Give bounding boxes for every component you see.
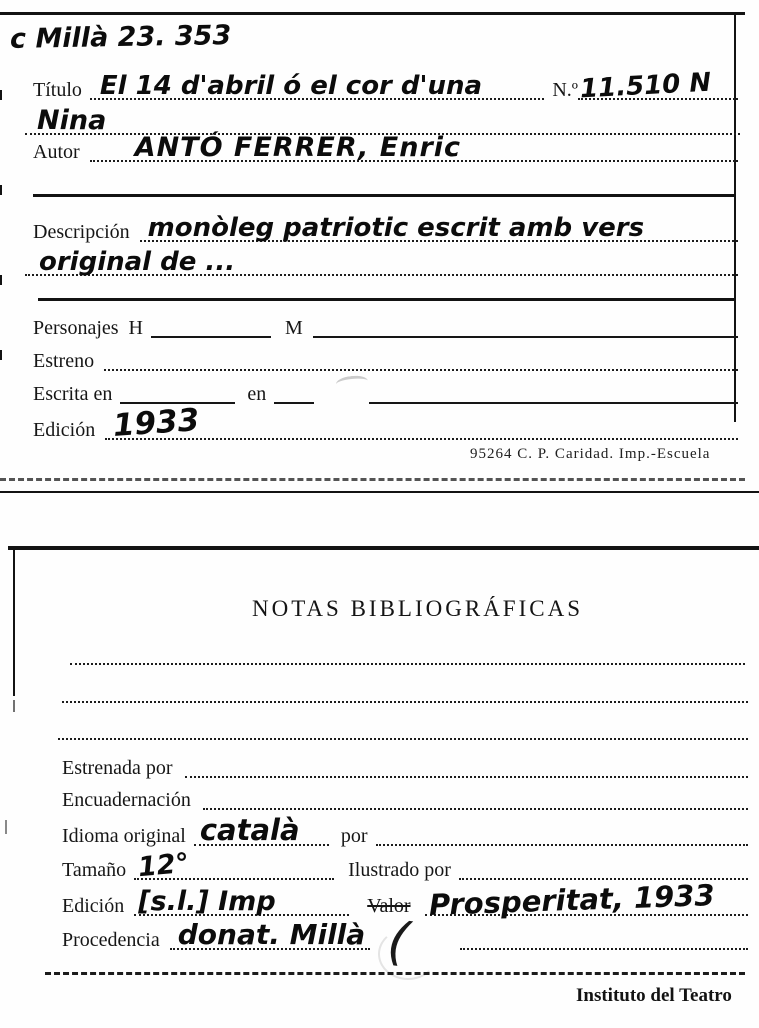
titulo-row — [33, 60, 738, 105]
titulo-handwriting-line2: Nina — [37, 105, 107, 136]
edicion2-value-line — [134, 886, 349, 917]
edicion-label: Edición — [33, 419, 96, 441]
scan-artifact — [0, 185, 2, 195]
numero-handwriting: 11.510 N — [579, 67, 712, 105]
card1-bottom-dashed — [0, 478, 745, 481]
personajes-m-label: M — [285, 317, 303, 339]
titulo-handwriting: El 14 d'abril ó el cor d'una — [99, 71, 483, 101]
notas-title: NOTAS BIBLIOGRÁFICAS — [252, 596, 583, 621]
personajes-h-label: H — [128, 317, 143, 339]
descripcion-line2 — [25, 247, 738, 277]
escrita-row — [33, 378, 738, 404]
card2-top-border — [8, 546, 759, 550]
instituto-footer: Instituto del Teatro — [576, 985, 732, 1006]
autor-row — [33, 122, 738, 162]
personajes-label: Personajes — [33, 317, 119, 339]
estreno-line — [104, 365, 738, 371]
edicion2-row — [62, 878, 748, 922]
descripcion-handwriting-line2: original de ... — [39, 247, 236, 277]
autor-line — [90, 132, 738, 163]
escrita-label: Escrita en — [33, 383, 113, 405]
autor-label: Autor — [33, 141, 80, 163]
classmark-handwriting: c Millà 23. 353 — [9, 20, 232, 55]
personajes-m-line — [313, 332, 738, 338]
edicion-handwriting: 1933 — [112, 402, 201, 444]
edicion-row — [33, 402, 738, 444]
estrenada-row — [62, 752, 748, 778]
valor-label-struck: Valor — [367, 895, 411, 917]
scan-artifact — [0, 90, 2, 100]
procedencia-value-line — [170, 918, 370, 951]
card2-left-border — [13, 546, 15, 696]
idioma-row — [62, 813, 748, 847]
scan-artifact — [13, 700, 15, 712]
numero-label: N.º — [552, 79, 578, 101]
estreno-label: Estreno — [33, 350, 95, 372]
estrenada-label: Estrenada por — [62, 757, 173, 779]
card1-bottom-border — [0, 491, 759, 493]
idioma-handwriting: català — [199, 813, 300, 847]
scan-artifact — [5, 820, 7, 834]
card1-top-border — [0, 12, 745, 15]
personajes-row — [33, 312, 738, 338]
ilustrado-label: Ilustrado por — [348, 859, 451, 881]
edicion2-handwriting: [s.l.] Imp — [138, 886, 276, 917]
autor-handwriting: ANTÓ FERRER, Enric — [134, 132, 462, 163]
descripcion-label: Descripción — [33, 221, 130, 243]
personajes-h-line — [151, 332, 271, 338]
pen-mark: ( — [383, 910, 413, 974]
note-line-3 — [58, 720, 748, 740]
scan-artifact — [0, 350, 2, 360]
valor-handwriting: Prosperitat, 1933 — [428, 878, 715, 922]
descripcion-row2 — [25, 240, 738, 276]
divider-line — [33, 194, 735, 197]
note-rule — [58, 734, 748, 740]
divider-line — [38, 298, 735, 301]
note-rule — [70, 659, 745, 665]
tamano-row — [62, 847, 748, 884]
procedencia-line2 — [460, 944, 748, 950]
tamano-label: Tamaño — [62, 859, 127, 881]
note-line-1 — [70, 645, 745, 665]
escrita-en-label: en — [247, 383, 267, 405]
escrita-line3 — [369, 398, 738, 404]
tamano-value-line — [134, 847, 334, 884]
valor-value-line — [425, 878, 748, 922]
procedencia-handwriting: donat. Millà — [177, 918, 366, 951]
edicion-line — [105, 402, 738, 444]
idioma-por-label: por — [340, 825, 368, 847]
card2-bottom-dashed — [45, 972, 745, 975]
encuadernacion-line — [203, 804, 748, 810]
estrenada-line — [185, 772, 748, 778]
descripcion-row — [33, 208, 738, 242]
idioma-label: Idioma original — [62, 825, 186, 847]
idioma-value-line — [194, 813, 329, 847]
escrita-line2 — [274, 398, 314, 404]
idioma-por-line — [376, 840, 748, 846]
printer-imprint: 95264 C. P. Caridad. Imp.-Escuela — [470, 446, 711, 462]
scan-artifact — [0, 275, 2, 285]
procedencia-label: Procedencia — [62, 929, 160, 951]
estreno-row — [33, 345, 738, 371]
titulo-label: Título — [33, 79, 82, 101]
tamano-handwriting: 12° — [136, 847, 191, 884]
edicion2-label: Edición — [62, 895, 125, 917]
descripcion-handwriting: monòleg patriotic escrit amb vers — [147, 213, 645, 243]
note-line-2 — [62, 683, 748, 703]
encuadernacion-row — [62, 784, 748, 810]
encuadernacion-label: Encuadernación — [62, 789, 191, 811]
note-rule — [62, 697, 748, 703]
